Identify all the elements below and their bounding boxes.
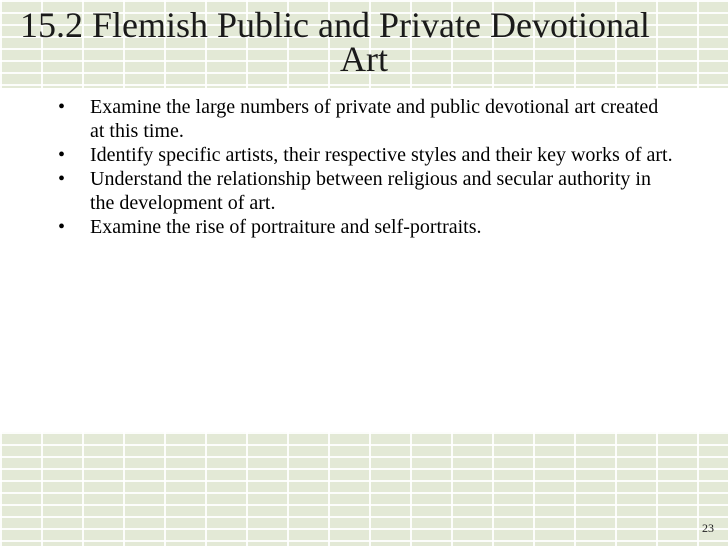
bullet-text: Examine the large numbers of private and public devotional art created at this time. (90, 96, 659, 142)
slide-body (56, 95, 676, 239)
bullet-dot-icon: • (58, 216, 66, 238)
bullet-text: Examine the rise of portraiture and self-portraits. (90, 216, 482, 238)
slide-title-line1: 15.2 Flemish Public and Private Devotional (20, 5, 650, 45)
slide-title (0, 5, 728, 79)
bullet-item (56, 167, 676, 215)
bullet-text: Understand the relationship between religious and secular authority in the development of art. (90, 168, 651, 214)
bullet-dot-icon: • (58, 144, 66, 166)
bullet-item (56, 143, 676, 167)
slide-title-line2: Art (340, 39, 388, 79)
bullet-text: Identify specific artists, their respective styles and their key works of art. (90, 144, 673, 166)
bullet-dot-icon: • (58, 96, 66, 118)
bullet-item (56, 215, 676, 239)
page-number: 23 (702, 521, 714, 535)
bullet-dot-icon: • (58, 168, 66, 190)
bullet-item (56, 95, 676, 143)
bottom-grid-band (0, 432, 728, 546)
bullet-list (56, 95, 676, 239)
